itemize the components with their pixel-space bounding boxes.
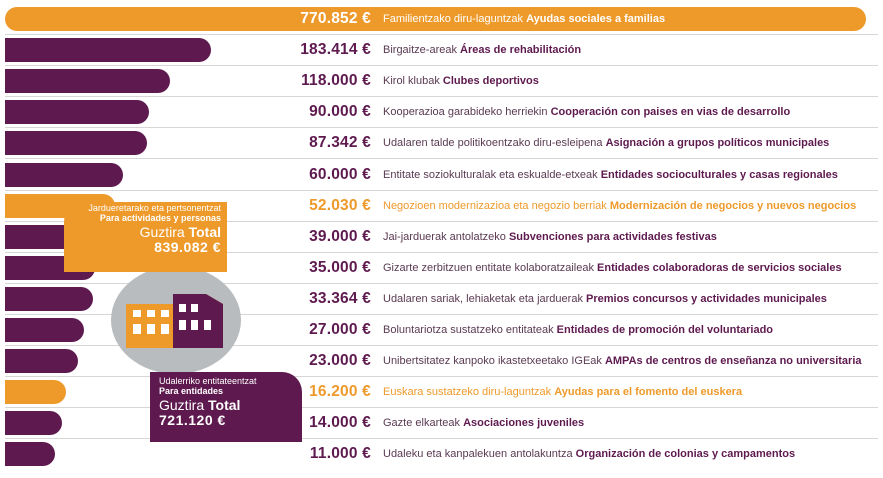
bar-label-es: Ayudas para el fomento del euskera [554,386,743,399]
row-separator [5,65,878,66]
summary-entities-es: Para entidades [159,386,224,396]
bar-amount: 52.030 € [309,196,371,214]
summary-persons-total: 839.082 € [154,239,221,255]
bar [5,442,55,466]
bar-label-es: Premios concursos y actividades municipales [586,292,827,305]
summary-persons-eu: Jardueretarako eta pertsonentzat [88,203,221,213]
bar-amount: 23.000 € [309,352,371,370]
bar-label-eu: Udaleku eta kanpalekuen antolakuntza [383,448,576,461]
bar-label-es: AMPAs de centros de enseñanza no universitaria [604,355,862,368]
bar [5,287,93,311]
bar-label-eu: Kirol klubak [383,75,443,88]
bar-label-es: Ayudas sociales a familias [526,13,666,25]
bar-label [383,448,795,460]
bar-label-es: Entidades socioculturales y casas regionales [600,168,838,181]
bar-amount: 90.000 € [309,103,371,121]
building-icon [111,266,241,374]
bar-label [383,293,827,305]
bar-label-eu: Gizarte zerbitzuen entitate kolaboratzaileak [383,261,598,274]
bar-label-eu: Birgaitze-areak [383,44,461,57]
chart-row [0,129,883,157]
bar-amount: 39.000 € [309,227,371,245]
bar [5,318,84,342]
bar-label-eu: Gazte elkarteak [383,417,464,430]
bar-label-eu: Familientzako diru-laguntzak [383,13,527,25]
bar-label-es: Áreas de rehabilitación [460,44,582,57]
bar-label [383,75,539,87]
bar-amount: 183.414 € [300,41,371,59]
row-separator [5,438,878,439]
bar-label [383,386,742,398]
bar [5,131,147,155]
summary-entities-total-label: Guztira Total [159,397,241,413]
chart-row [0,67,883,95]
bar-label-es: Asociaciones juveniles [463,417,585,430]
bar-amount: 16.200 € [309,383,371,401]
row-separator [5,34,878,35]
row-separator [5,127,878,128]
bar-label-eu: Jai-jarduerak antolatzeko [383,230,509,243]
bar-label-eu: Negozioen modernizazioa eta negozio berriak [383,199,610,212]
bar-amount: 118.000 € [301,72,371,90]
bar-amount: 87.342 € [309,134,371,152]
bar-amount: 27.000 € [309,321,371,338]
bar-label-es: Subvenciones para actividades festivas [508,230,717,243]
chart-row [0,161,883,189]
bar-label-es: Organización de colonias y campamentos [575,448,796,461]
bar-amount: 35.000 € [309,258,371,276]
bar-label-es: Clubes deportivos [442,75,539,88]
bar [5,163,123,187]
bar [5,38,211,62]
bar [5,349,78,373]
bar-label [383,262,842,274]
bar-label [383,13,665,25]
bar-label-es: Entidades colaboradoras de servicios sociales [597,261,842,274]
bar-label [383,44,581,56]
bar-label [383,355,862,367]
summary-entities-total: 721.120 € [159,412,226,428]
summary-persons-total-label: Guztira Total [139,224,221,240]
bar-label-es: Modernización de negocios y nuevos negocios [609,199,857,212]
summary-entities-eu: Udalerriko entitateentzat [159,376,257,386]
chart-row [0,5,883,33]
chart-row [0,440,883,468]
bar-label-eu: Udalaren talde politikoentzako diru-esleipena [383,137,606,150]
bar-label [383,169,838,181]
bar-label [383,137,829,149]
building-illustration [111,266,241,374]
bar-label-eu: Boluntariotza sustatzeko entitateak [383,324,557,336]
bar-amount: 770.852 € [300,10,371,27]
summary-persons-es: Para actividades y personas [99,213,221,223]
bar-label-eu: Euskara sustatzeko diru-laguntzak [383,386,555,399]
chart-row [0,98,883,126]
bar-amount: 14.000 € [309,414,371,432]
bar [5,411,62,435]
summary-entities [150,372,302,442]
summary-persons [64,202,227,272]
bar-label-eu: Udalaren sariak, lehiaketak eta jarduerak [383,292,587,305]
bar-label [383,231,717,243]
bar-label [383,324,773,336]
bar-label-es: Entidades de promoción del voluntariado [556,324,774,336]
row-separator [5,407,878,408]
row-separator [5,376,878,377]
bar-label-eu: Kooperazioa garabideko herriekin [383,106,551,119]
bar-label-es: Asignación a grupos políticos municipales [605,137,830,150]
row-separator [5,190,878,191]
bar-label-eu: Entitate soziokulturalak eta eskualde-etxeak [383,168,601,181]
bar [5,69,170,93]
bar-label-es: Cooperación con paises en vias de desarrollo [550,106,791,119]
bar-label [383,417,584,429]
bar [5,380,66,404]
bar-amount: 60.000 € [309,165,371,183]
bar-amount: 33.364 € [309,289,371,307]
bar-amount: 11.000 € [309,445,371,463]
bar-label [383,106,790,118]
chart-row [0,36,883,64]
chart-row [0,378,883,406]
bar-label [383,200,856,212]
bar-label-eu: Unibertsitatez kanpoko ikastetxeetako IGEak [383,355,605,368]
bar [5,100,149,124]
row-separator [5,158,878,159]
chart-row [0,409,883,437]
row-separator [5,96,878,97]
